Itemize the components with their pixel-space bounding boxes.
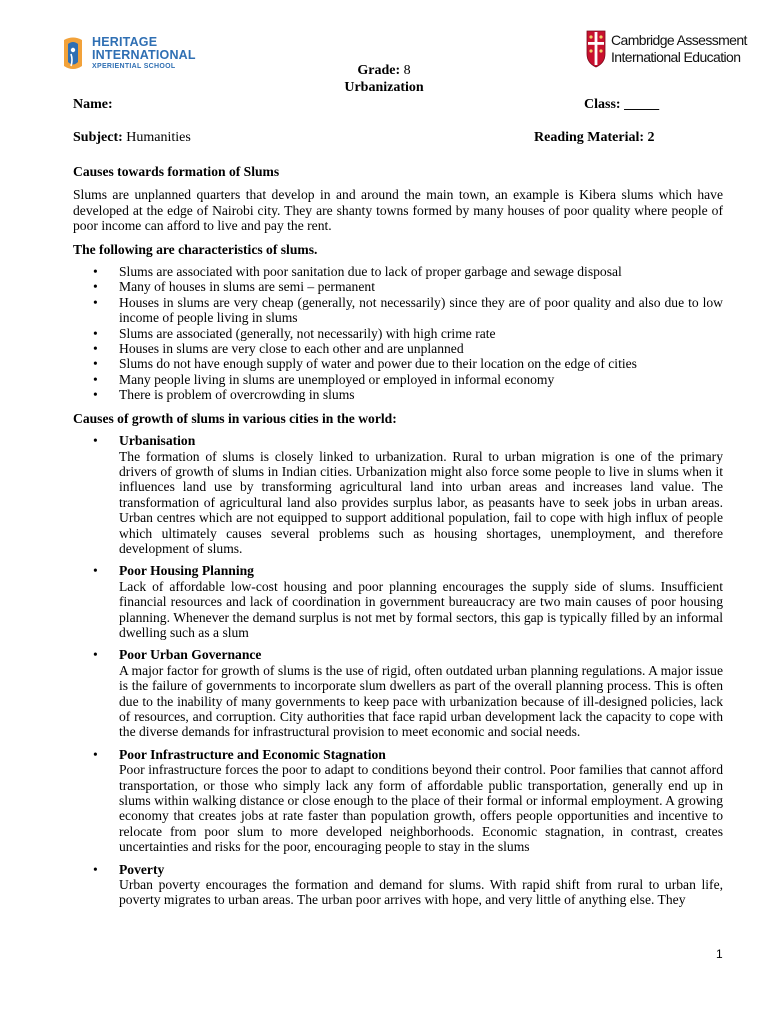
cause-title: • Poor Housing Planning <box>119 563 254 579</box>
cause-item-urbanisation <box>73 433 723 556</box>
list-item: • Slums are associated (generally, not necessarily) with high crime rate <box>73 326 723 341</box>
list-item: • Slums do not have enough supply of water and power due to their location on the edge of cities <box>73 356 723 371</box>
subject-label: Subject: <box>73 130 123 145</box>
reading-material-label: Reading Material: 2 <box>534 130 655 145</box>
class-blank: _____ <box>624 97 660 112</box>
cambridge-name: Cambridge Assessment International Education <box>611 32 747 65</box>
cause-item-urban-governance <box>73 647 723 739</box>
grade-label: Grade: <box>357 63 401 78</box>
grade-line <box>0 63 768 79</box>
cause-item-infrastructure <box>73 747 723 855</box>
school-name: HERITAGE INTERNATIONAL <box>92 35 196 62</box>
cause-title: • Poor Infrastructure and Economic Stagnation <box>119 746 386 762</box>
cause-title: • Urbanisation <box>119 433 196 449</box>
class-field <box>584 97 659 113</box>
list-item: • Slums are associated with poor sanitation due to lack of proper garbage and sewage disposal <box>73 264 723 279</box>
cause-body: Lack of affordable low-cost housing and poor planning encourages the supply side of slums. Insufficient financial resources and lack of coordination in government bureaucracy are two main causes of poor housing planning. Whenever the demand surplus is not met by formal sectors, this gap is typically filled by an informal dwelling such as a slum <box>119 578 723 640</box>
class-label: Class: <box>584 97 621 112</box>
cause-title: • Poverty <box>119 861 165 877</box>
list-item: • Many of houses in slums are semi – permanent <box>73 279 723 294</box>
grade-value: 8 <box>403 63 411 78</box>
list-item: • Houses in slums are very cheap (generally, not necessarily) since they are of poor quality and also due to low income of people living in slums <box>73 295 723 326</box>
list-item: • There is problem of overcrowding in slums <box>73 387 723 402</box>
page-number: 1 <box>716 947 723 961</box>
subject-line <box>73 130 191 146</box>
name-label: Name: <box>73 97 113 112</box>
cause-body: A major factor for growth of slums is the use of rigid, often outdated urban planning regulations. A major issue is the failure of governments to incorporate slum dwellers as part of the overall planning process. This is often due to the inability of many governments to keep pace with urbanization because of ill-designed policies, lack of resources, and corruption. City authorities that face rapid urban development lack the capacity to cope with the diverse demands for infrastructural provision to meet economic and social needs. <box>119 662 723 740</box>
school-subtitle: XPERIENTIAL SCHOOL <box>92 63 176 70</box>
causes-heading: Causes of growth of slums in various cities in the world: <box>73 410 397 426</box>
cause-body: Urban poverty encourages the formation and demand for slums. With rapid shift from rural to urban life, poverty migrates to urban areas. The urban poor arrives with hope, and very little of anything else. They <box>119 877 723 908</box>
list-item: • Many people living in slums are unemployed or employed in informal economy <box>73 372 723 387</box>
subject-value: Humanities <box>126 130 191 145</box>
cause-body: Poor infrastructure forces the poor to adapt to conditions beyond their control. Poor families that cannot afford transportation, or those who simply lack any form of affordable public transportation, generally end up in slums within walking distance or close enough to the place of their formal or informal employment. A growing economy that creates jobs at rate faster than population growth, offers people opportunities and incentive to relocate from poor slum to more developed neighborhoods. Economic stagnation, in contrast, creates uncertainties and risks for the poor, encouraging people to stay in the slums <box>119 762 723 855</box>
intro-paragraph: Slums are unplanned quarters that develop in and around the main town, an example is Kibera slums which have developed at the edge of Nairobi city. They are shanty towns formed by many houses of poor quality where people of poor income can afford to live and pay the rent. <box>73 187 723 234</box>
cause-item-poverty <box>73 862 723 908</box>
characteristics-list <box>73 264 723 403</box>
page-title: Urbanization <box>344 80 424 95</box>
cause-body: The formation of slums is closely linked to urbanization. Rural to urban migration is one of the primary drivers of growth of slums in Indian cities. Urbanization might also force some people to live in slums when it influences land use by transforming agricultural land into urban areas and increases land value. The transformation of agricultural land also provides surplus labor, as peasants have to seek jobs in urban areas. Urban centres which are not equipped to support additional population, fail to cope with high influx of people which ultimately causes several problems such as housing shortages, unemployment, and therefore development of slums. <box>119 448 723 556</box>
cause-title: • Poor Urban Governance <box>119 647 262 663</box>
characteristics-heading: The following are characteristics of slums. <box>73 241 318 257</box>
document-body <box>73 164 723 915</box>
cause-item-housing-planning <box>73 563 723 640</box>
section-heading-formation: Causes towards formation of Slums <box>73 164 280 179</box>
list-item: • Houses in slums are very close to each other and are unplanned <box>73 341 723 356</box>
